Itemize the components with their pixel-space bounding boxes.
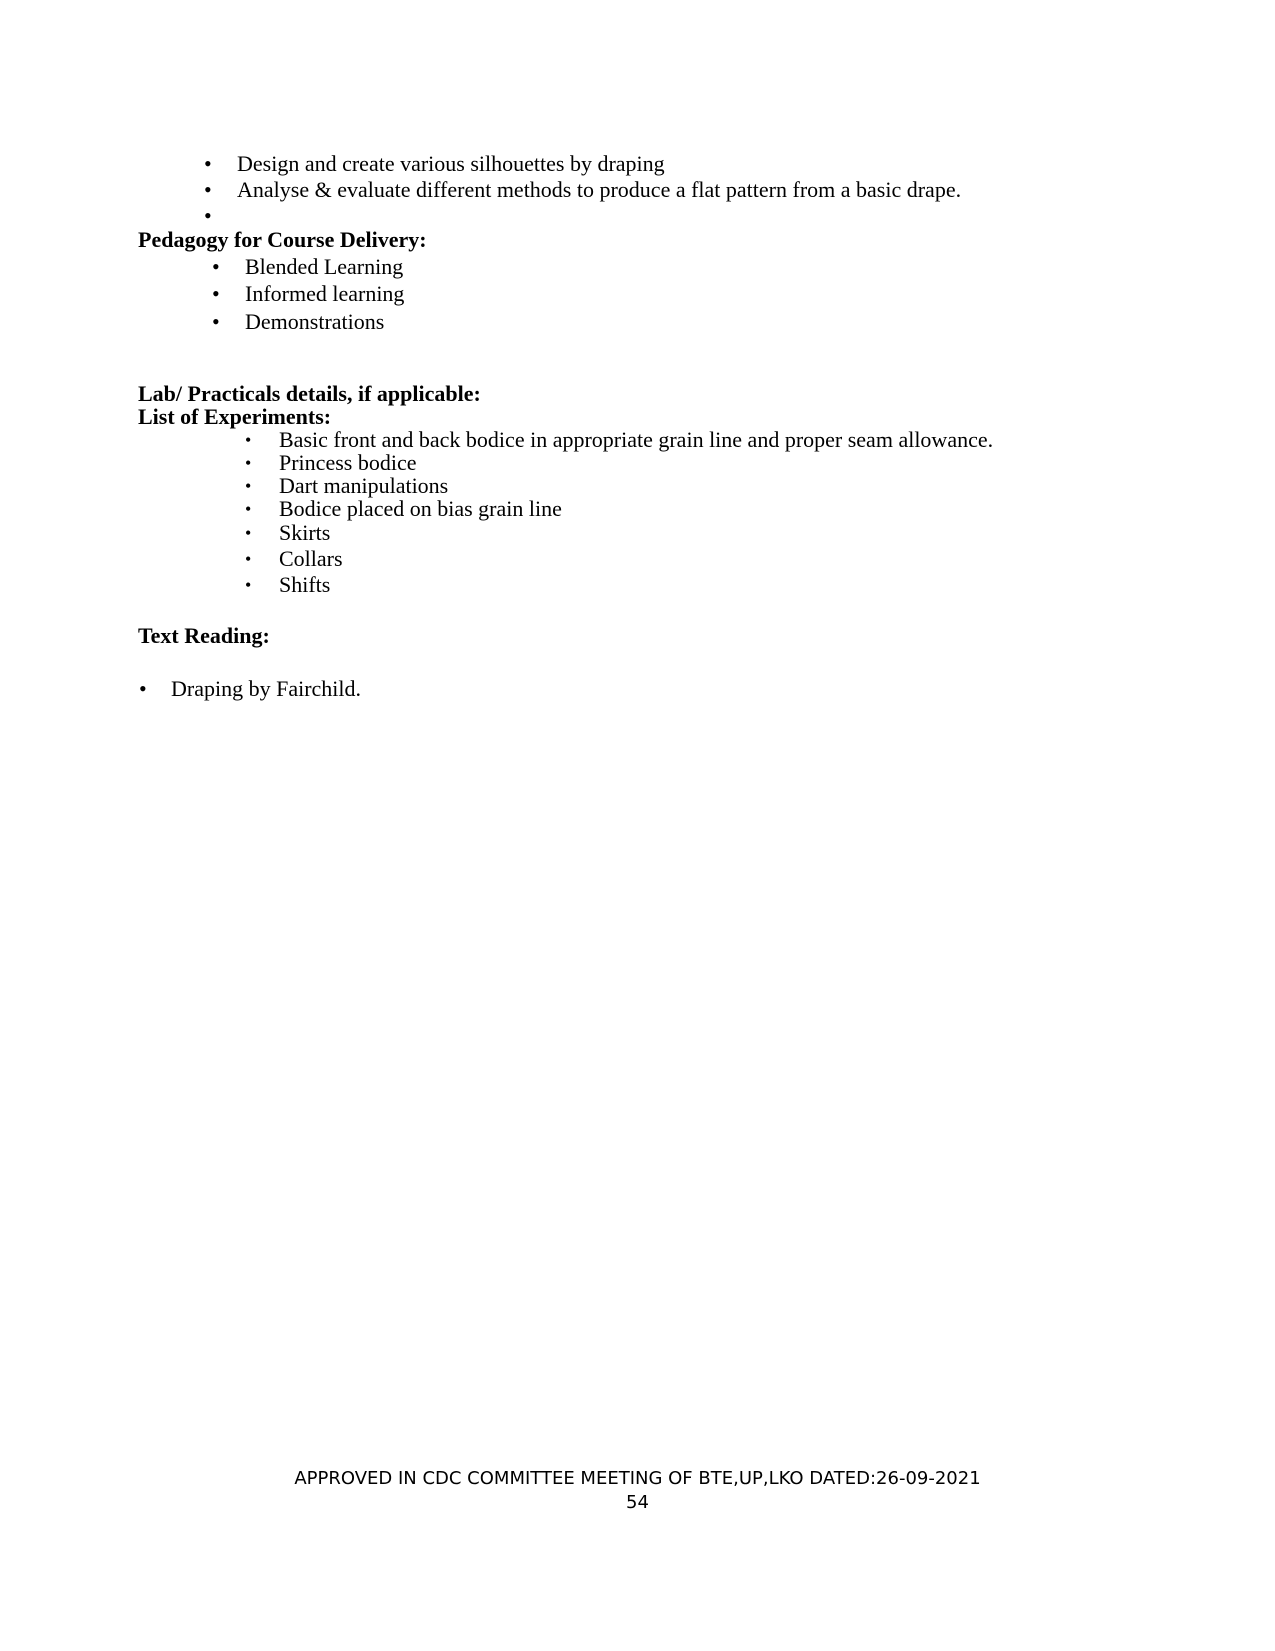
bullet-marker: • xyxy=(245,523,252,543)
bullet-marker: • xyxy=(245,430,252,450)
objective-item: Analyse & evaluate different methods to produce a flat pattern from a basic drape. xyxy=(237,177,962,202)
bullet-marker: • xyxy=(245,499,252,519)
reading-item: Draping by Fairchild. xyxy=(171,676,362,701)
lab-heading: Lab/ Practicals details, if applicable: xyxy=(138,381,481,406)
experiments-subheading: List of Experiments: xyxy=(138,404,332,429)
experiment-item: Princess bodice xyxy=(279,450,417,475)
bullet-marker: • xyxy=(245,453,252,473)
pedagogy-item: Informed learning xyxy=(245,281,405,306)
experiment-item: Skirts xyxy=(279,520,331,545)
bullet-marker: • xyxy=(204,203,212,228)
pedagogy-item: Blended Learning xyxy=(245,254,404,279)
experiment-item: Basic front and back bodice in appropriate grain line and proper seam allowance. xyxy=(279,427,994,452)
bullet-marker: • xyxy=(212,254,220,279)
bullet-marker: • xyxy=(139,676,147,701)
experiment-item: Shifts xyxy=(279,572,331,597)
experiment-item: Dart manipulations xyxy=(279,473,449,498)
pedagogy-item: Demonstrations xyxy=(245,309,385,334)
approval-note: APPROVED IN CDC COMMITTEE MEETING OF BTE,UP,LKO DATED:26-09-2021 xyxy=(294,1468,981,1489)
experiment-item: Collars xyxy=(279,546,343,571)
bullet-marker: • xyxy=(212,309,220,334)
bullet-marker: • xyxy=(212,281,220,306)
objective-item: Design and create various silhouettes by draping xyxy=(237,151,665,176)
experiment-item: Bodice placed on bias grain line xyxy=(279,496,562,521)
bullet-marker: • xyxy=(245,549,252,569)
bullet-marker: • xyxy=(204,177,212,202)
pedagogy-heading: Pedagogy for Course Delivery: xyxy=(138,227,427,252)
bullet-marker: • xyxy=(245,476,252,496)
bullet-marker: • xyxy=(245,575,252,595)
text-reading-heading: Text Reading: xyxy=(138,623,270,648)
bullet-marker: • xyxy=(204,151,212,176)
page-number: 54 xyxy=(626,1492,649,1513)
